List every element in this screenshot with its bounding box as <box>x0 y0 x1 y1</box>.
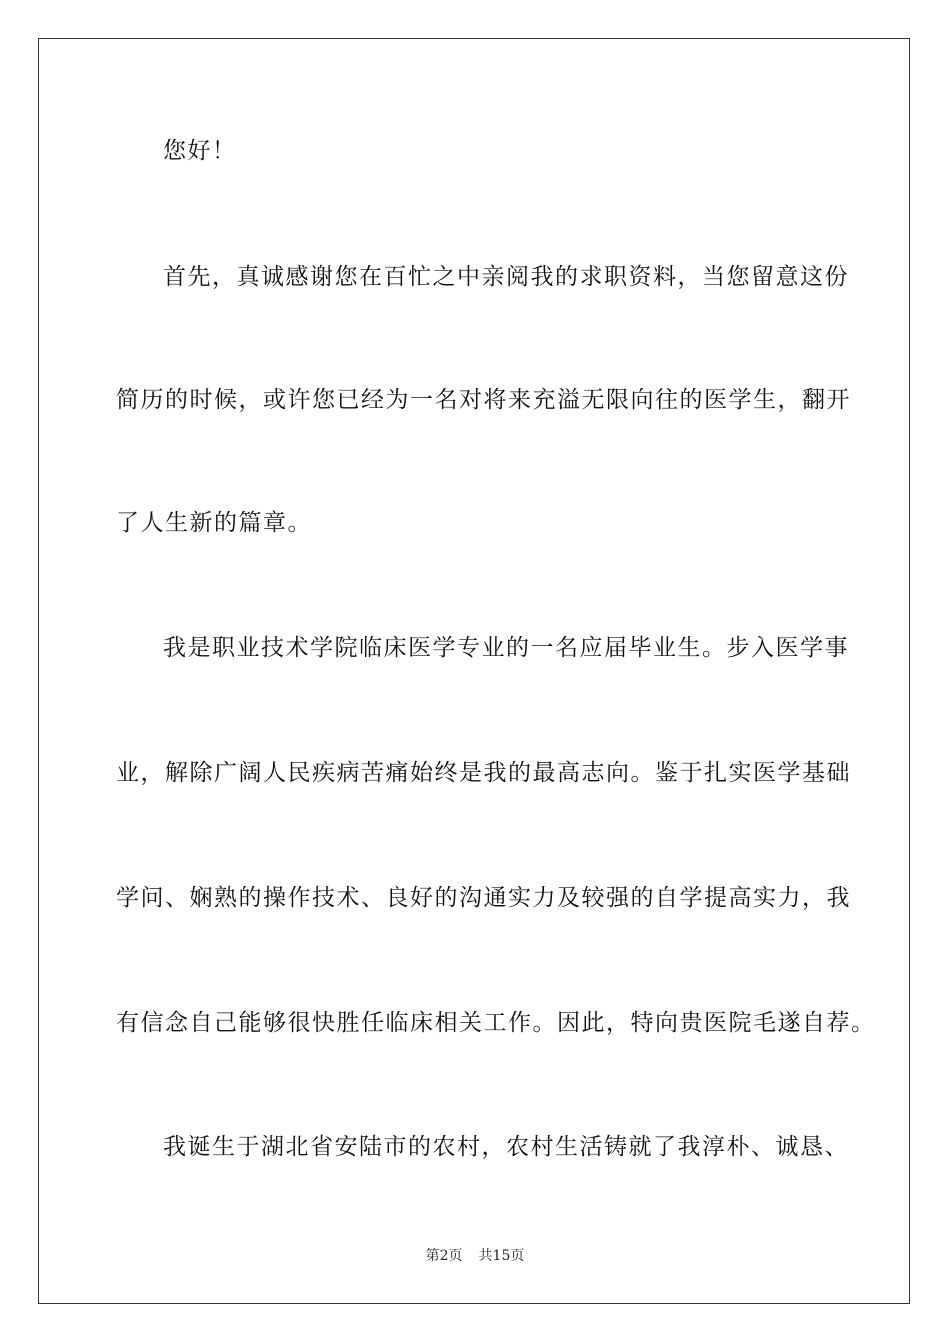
page-footer <box>0 1247 950 1265</box>
body-line-6: 学问、娴熟的操作技术、良好的沟通实力及较强的自学提高实力，我 <box>116 885 851 911</box>
body-line-5: 业，解除广阔人民疾病苦痛始终是我的最高志向。鉴于扎实医学基础 <box>116 760 851 786</box>
greeting-line: 您好！ <box>163 138 237 164</box>
page-number: 第2页 <box>425 1248 463 1264</box>
body-line-8: 我诞生于湖北省安陆市的农村，农村生活铸就了我淳朴、诚恳、 <box>163 1134 849 1160</box>
body-line-1: 首先，真诚感谢您在百忙之中亲阅我的求职资料，当您留意这份 <box>163 264 849 290</box>
total-pages: 共15页 <box>478 1248 525 1264</box>
body-line-2: 简历的时候，或许您已经为一名对将来充溢无限向往的医学生，翻开 <box>116 387 851 413</box>
page-frame <box>38 38 910 1304</box>
body-line-3: 了人生新的篇章。 <box>116 510 312 536</box>
body-line-7: 有信念自己能够很快胜任临床相关工作。因此，特向贵医院毛遂自荐。 <box>116 1010 876 1036</box>
body-line-4: 我是职业技术学院临床医学专业的一名应届毕业生。步入医学事 <box>163 635 849 661</box>
